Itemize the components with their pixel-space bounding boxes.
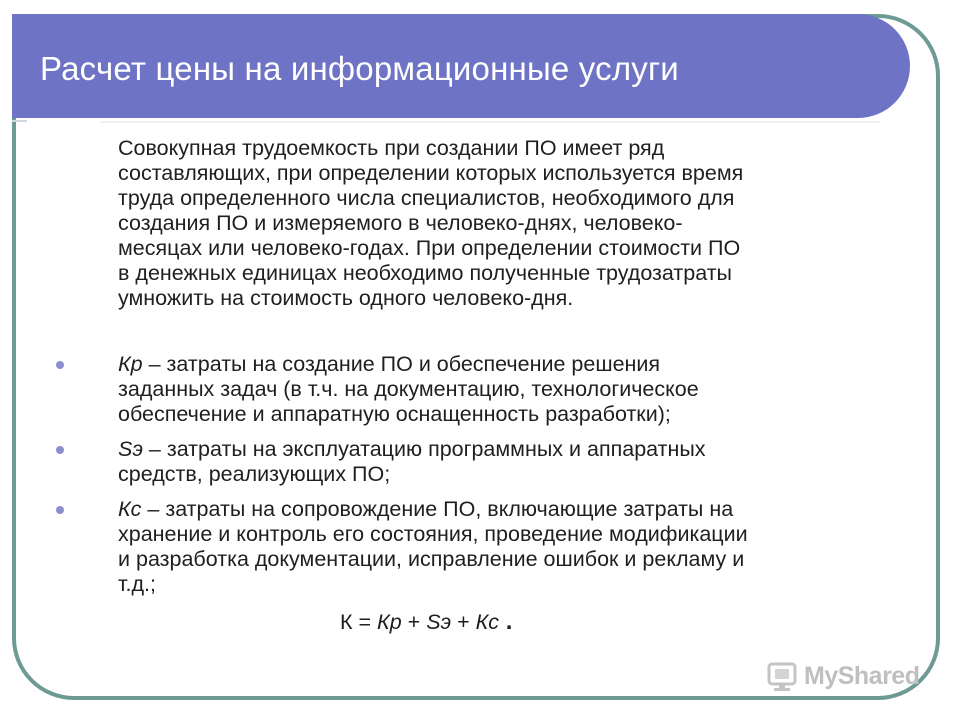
intro-line: Совокупная трудоемкость при создании ПО имеет ряд	[118, 136, 665, 160]
bullet-line: средств, реализующих ПО;	[118, 462, 391, 486]
formula-se: Sэ	[426, 610, 452, 634]
bullet-line: т.д.;	[118, 572, 156, 596]
bullet-symbol: Sэ	[118, 437, 143, 461]
bullet-item-kc	[40, 497, 910, 597]
formula-plus: +	[451, 610, 476, 634]
bullet-dot-icon	[56, 506, 64, 514]
cost-formula	[340, 608, 512, 636]
watermark-text: MyShared	[804, 662, 920, 690]
formula-period: .	[499, 608, 513, 635]
title-separator	[100, 121, 880, 123]
bullet-line: хранение и контроль его состояния, проведение модификации	[118, 522, 748, 546]
bullet-item-se	[40, 437, 910, 487]
bullet-symbol: Кр	[118, 352, 143, 376]
bullet-line: обеспечение и аппаратную оснащенность разработки);	[118, 402, 671, 426]
intro-line: месяцах или человеко-годах. При определении стоимости ПО	[118, 236, 741, 260]
title-separator-left	[12, 120, 27, 122]
intro-line: в денежных единицах необходимо полученные трудозатраты	[118, 261, 732, 285]
bullet-line: заданных задач (в т.ч. на документацию, технологическое	[118, 377, 699, 401]
title-bar	[12, 14, 910, 118]
bullet-list	[40, 352, 910, 597]
intro-line: создания ПО и измеряемого в человеко-днях, человеко-	[118, 211, 683, 235]
intro-line: умножить на стоимость одного человеко-дня.	[118, 286, 574, 310]
bullet-dot-icon	[56, 446, 64, 454]
bullet-dot-icon	[56, 361, 64, 369]
bullet-line: и разработка документации, исправление ошибок и рекламу и	[118, 547, 745, 571]
bullet-item-kp	[40, 352, 910, 427]
formula-kp: Кр	[377, 610, 402, 634]
bullet-line: – затраты на создание ПО и обеспечение решения	[148, 352, 661, 376]
intro-line: составляющих, при определении которых используется время	[118, 161, 744, 185]
myshared-logo-icon	[766, 658, 800, 692]
watermark	[766, 654, 926, 698]
intro-paragraph	[118, 136, 898, 311]
intro-line: труда определенного числа специалистов, необходимого для	[118, 186, 735, 210]
bullet-line: – затраты на сопровождение ПО, включающие затраты на	[147, 497, 734, 521]
formula-k: К	[340, 610, 353, 634]
formula-equals: =	[352, 610, 378, 634]
bullet-line: – затраты на эксплуатацию программных и аппаратных	[148, 437, 706, 461]
formula-kc: Кс	[475, 610, 500, 634]
bullet-symbol: Кс	[118, 497, 142, 521]
slide-title: Расчет цены на информационные услуги	[40, 50, 679, 87]
formula-plus: +	[401, 610, 427, 634]
